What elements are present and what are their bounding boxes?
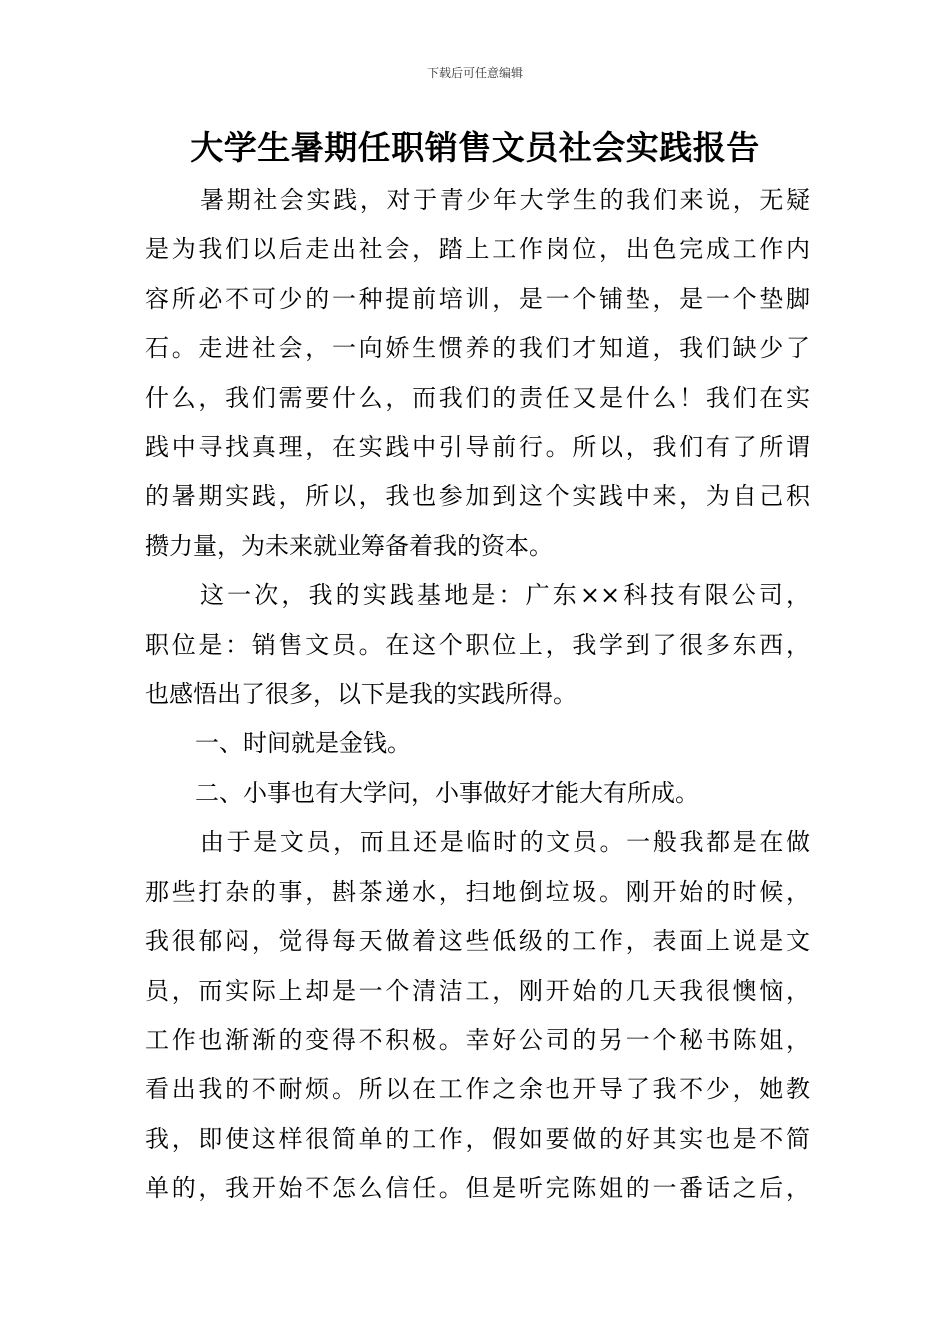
- text-line: 二、小事也有大学问，小事做好才能大有所成。: [195, 778, 699, 807]
- text-line: 由于是文员，而且还是临时的文员。一般我都是在做: [200, 828, 810, 857]
- text-line: 看出我的不耐烦。所以在工作之余也开导了我不少，她教: [145, 1075, 810, 1104]
- text-line: 攒力量，为未来就业筹备着我的资本。: [145, 531, 553, 560]
- section-heading: [145, 769, 810, 818]
- text-line: 那些打杂的事，斟茶递水，扫地倒垃圾。刚开始的时候，: [145, 877, 810, 906]
- text-line: 工作也渐渐的变得不积极。幸好公司的另一个秘书陈姐，: [145, 1025, 810, 1054]
- text-line: 这一次，我的实践基地是：广东××科技有限公司，: [200, 581, 810, 610]
- text-line: 容所必不可少的一种提前培训，是一个铺垫，是一个垫脚: [145, 284, 810, 313]
- paragraph: [145, 818, 810, 1213]
- document-title: 大学生暑期任职销售文员社会实践报告: [190, 128, 760, 167]
- text-line: 也感悟出了很多，以下是我的实践所得。: [145, 680, 577, 709]
- paragraph: [145, 571, 810, 719]
- text-line: 我，即使这样很简单的工作，假如要做的好其实也是不简: [145, 1124, 810, 1153]
- text-line: 员，而实际上却是一个清洁工，刚开始的几天我很懊恼，: [145, 976, 810, 1005]
- text-line: 职位是：销售文员。在这个职位上，我学到了很多东西，: [145, 630, 810, 659]
- document-body: [145, 176, 810, 1214]
- text-line: 是为我们以后走出社会，踏上工作岗位，出色完成工作内: [145, 235, 810, 264]
- header-note: 下载后可任意编辑: [426, 66, 523, 80]
- text-line: 我很郁闷，觉得每天做着这些低级的工作，表面上说是文: [145, 927, 810, 956]
- text-line: 石。走进社会，一向娇生惯养的我们才知道，我们缺少了: [145, 334, 810, 363]
- text-line: 什么，我们需要什么，而我们的责任又是什么！我们在实: [145, 383, 810, 412]
- section-heading: [145, 719, 810, 768]
- paragraph: [145, 176, 810, 571]
- text-line: 一、时间就是金钱。: [195, 729, 411, 758]
- text-line: 的暑期实践，所以，我也参加到这个实践中来，为自己积: [145, 482, 810, 511]
- text-line: 单的，我开始不怎么信任。但是听完陈姐的一番话之后，: [145, 1174, 810, 1203]
- text-line: 暑期社会实践，对于青少年大学生的我们来说，无疑: [200, 186, 810, 214]
- text-line: 践中寻找真理，在实践中引导前行。所以，我们有了所谓: [145, 433, 810, 462]
